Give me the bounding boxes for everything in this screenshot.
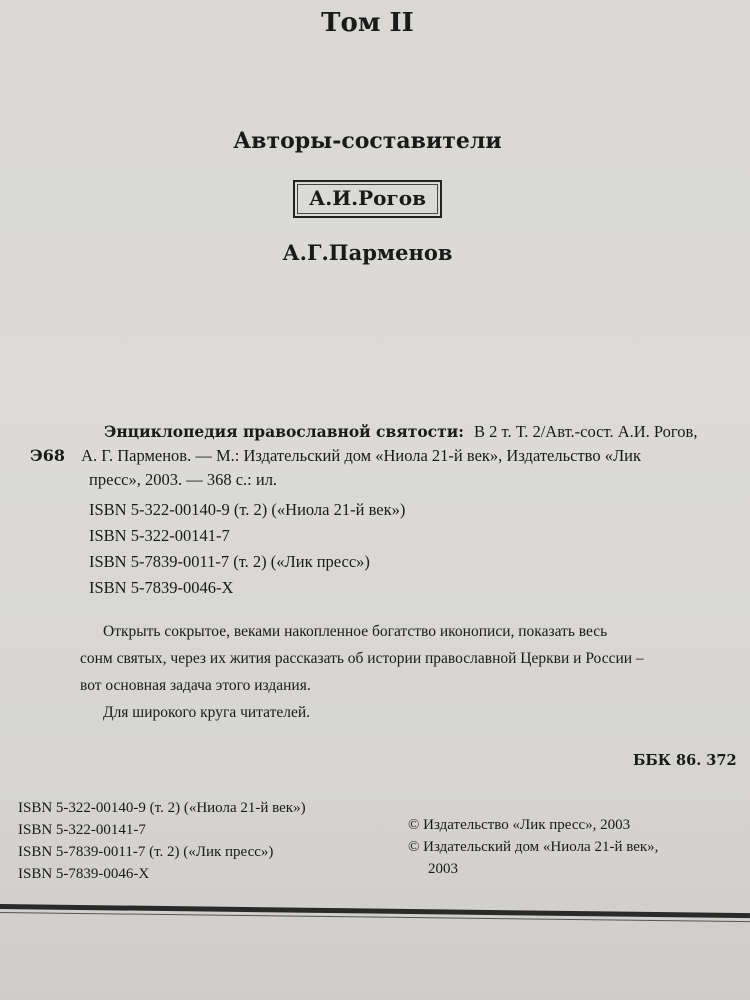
bbk-code: ББК 86. 372 <box>633 752 737 769</box>
catalog-isbn-1: ISBN 5-322-00140-9 (т. 2) («Ниола 21-й век») <box>89 500 406 519</box>
copyright-1: © Издательство «Лик пресс», 2003 <box>408 817 631 833</box>
footer-isbn-3: ISBN 5-7839-0011-7 (т. 2) («Лик пресс») <box>18 844 274 860</box>
catalog-isbn-4: ISBN 5-7839-0046-X <box>89 578 234 597</box>
annotation-line-2: сонм святых, через их жития рассказать об истории православной Церкви и России – <box>80 650 644 667</box>
catalog-isbn-3: ISBN 5-7839-0011-7 (т. 2) («Лик пресс») <box>89 552 370 571</box>
catalog-code: Э68 <box>30 446 65 465</box>
catalog-title-line <box>104 420 697 443</box>
copyright-2: © Издательский дом «Ниола 21-й век», <box>408 839 659 855</box>
author-1: А.И.Рогов <box>293 180 442 218</box>
catalog-line-2 <box>30 444 641 467</box>
catalog-isbn-2: ISBN 5-322-00141-7 <box>89 526 230 545</box>
footer-isbn-2: ISBN 5-322-00141-7 <box>18 822 146 838</box>
copyright-block <box>408 814 658 880</box>
volume-title: Том II <box>321 8 414 38</box>
footer-isbn-list <box>18 797 306 885</box>
footer-isbn-4: ISBN 5-7839-0046-X <box>18 866 150 882</box>
author-1-wrap <box>0 180 735 218</box>
copyright-3: 2003 <box>428 861 458 877</box>
authors-heading: Авторы-составители <box>233 128 502 154</box>
catalog-line-2-text: А. Г. Парменов. — М.: Издательский дом «Ниола 21-й век», Издательство «Лик <box>81 446 642 465</box>
author-2: А.Г.Парменов <box>282 240 453 265</box>
annotation-audience: Для широкого круга читателей. <box>103 704 311 721</box>
footer-isbn-1: ISBN 5-322-00140-9 (т. 2) («Ниола 21-й век») <box>18 800 306 816</box>
catalog-title-rest: В 2 т. Т. 2/Авт.-сост. А.И. Рогов, <box>474 422 698 441</box>
annotation-line-3: вот основная задача этого издания. <box>80 677 311 694</box>
annotation-line-1: Открыть сокрытое, веками накопленное богатство иконописи, показать весь <box>103 623 608 640</box>
catalog-title: Энциклопедия православной святости: <box>104 422 464 441</box>
catalog-line-3: пресс», 2003. — 368 с.: ил. <box>89 470 278 489</box>
